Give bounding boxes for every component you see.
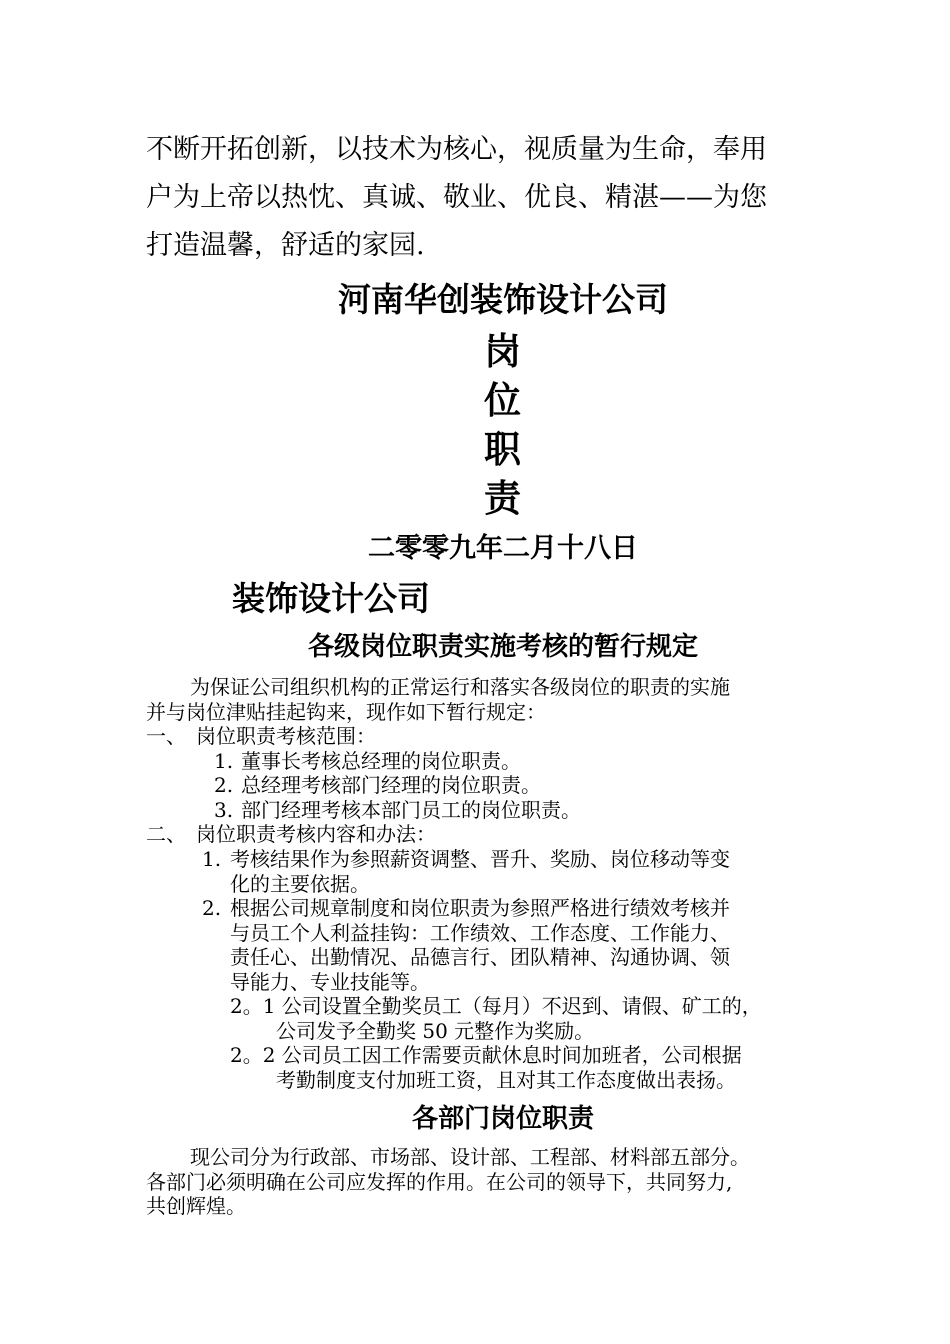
section-2-item-1-line-1: 考核结果作为参照薪资调整、晋升、奖励、岗位移动等变	[230, 847, 730, 871]
cover-title-char-1: 岗	[484, 329, 521, 373]
section-2-item-1-number: 1.	[202, 847, 222, 871]
section-2-title: 岗位职责考核内容和办法：	[196, 822, 436, 846]
cover-title-char-3: 职	[484, 427, 521, 471]
section-1-item-3-number: 3.	[214, 798, 234, 822]
section-2-number: 二、	[146, 822, 186, 846]
section-2-item-1-line-2: 化的主要依据。	[230, 872, 370, 896]
section-1-item-2-number: 2.	[214, 773, 234, 797]
company-name: 河南华创装饰设计公司	[338, 280, 668, 319]
org-heading: 装饰设计公司	[232, 579, 430, 618]
cover-date: 二零零九年二月十八日	[368, 533, 638, 564]
cover-title-char-4: 责	[484, 476, 521, 520]
sub-item-2-1-line-2: 公司发予全勤奖 50 元整作为奖励。	[276, 1019, 595, 1043]
section-2-item-2-line-4: 导能力、专业技能等。	[230, 970, 430, 994]
departments-line-1: 现公司分为行政部、市场部、设计部、工程部、材料部五部分。	[190, 1145, 750, 1169]
intro-line-2: 户为上帝以热忱、真诚、敬业、优良、精湛——为您	[146, 182, 767, 213]
sub-item-2-1-line-1: 2。1 公司设置全勤奖员工（每月）不迟到、请假、矿工的，	[230, 994, 762, 1018]
regulation-title: 各级岗位职责实施考核的暂行规定	[307, 632, 698, 662]
section-2-item-2-line-3: 责任心、出勤情况、品德言行、团队精神、沟通协调、领	[230, 945, 730, 969]
regulation-intro-line-1: 为保证公司组织机构的正常运行和落实各级岗位的职责的实施	[190, 675, 730, 699]
departments-line-2: 各部门必须明确在公司应发挥的作用。在公司的领导下，共同努力,	[146, 1170, 733, 1194]
section-1-item-3-text: 部门经理考核本部门员工的岗位职责。	[241, 798, 581, 822]
regulation-intro-line-2: 并与岗位津贴挂起钩来，现作如下暂行规定：	[146, 700, 546, 724]
departments-title: 各部门岗位职责	[411, 1104, 594, 1134]
sub-item-2-2-line-2: 考勤制度支付加班工资，且对其工作态度做出表扬。	[276, 1068, 736, 1092]
sub-item-2-2-line-1: 2。2 公司员工因工作需要贡献休息时间加班者，公司根据	[230, 1043, 742, 1067]
section-1-item-1-text: 董事长考核总经理的岗位职责。	[241, 749, 521, 773]
intro-line-1: 不断开拓创新，以技术为核心，视质量为生命，奉用	[146, 134, 767, 165]
section-1-item-2-text: 总经理考核部门经理的岗位职责。	[241, 773, 541, 797]
section-1-title: 岗位职责考核范围：	[196, 724, 376, 748]
section-1-number: 一、	[146, 724, 186, 748]
section-2-item-2-line-2: 与员工个人利益挂钩：工作绩效、工作态度、工作能力、	[230, 921, 730, 945]
departments-line-3: 共创辉煌。	[146, 1194, 246, 1218]
section-1-item-1-number: 1.	[214, 749, 234, 773]
section-2-item-2-line-1: 根据公司规章制度和岗位职责为参照严格进行绩效考核并	[230, 896, 730, 920]
intro-line-3: 打造温馨，舒适的家园.	[146, 230, 425, 261]
section-2-item-2-number: 2.	[202, 896, 222, 920]
cover-title-char-2: 位	[484, 378, 521, 422]
